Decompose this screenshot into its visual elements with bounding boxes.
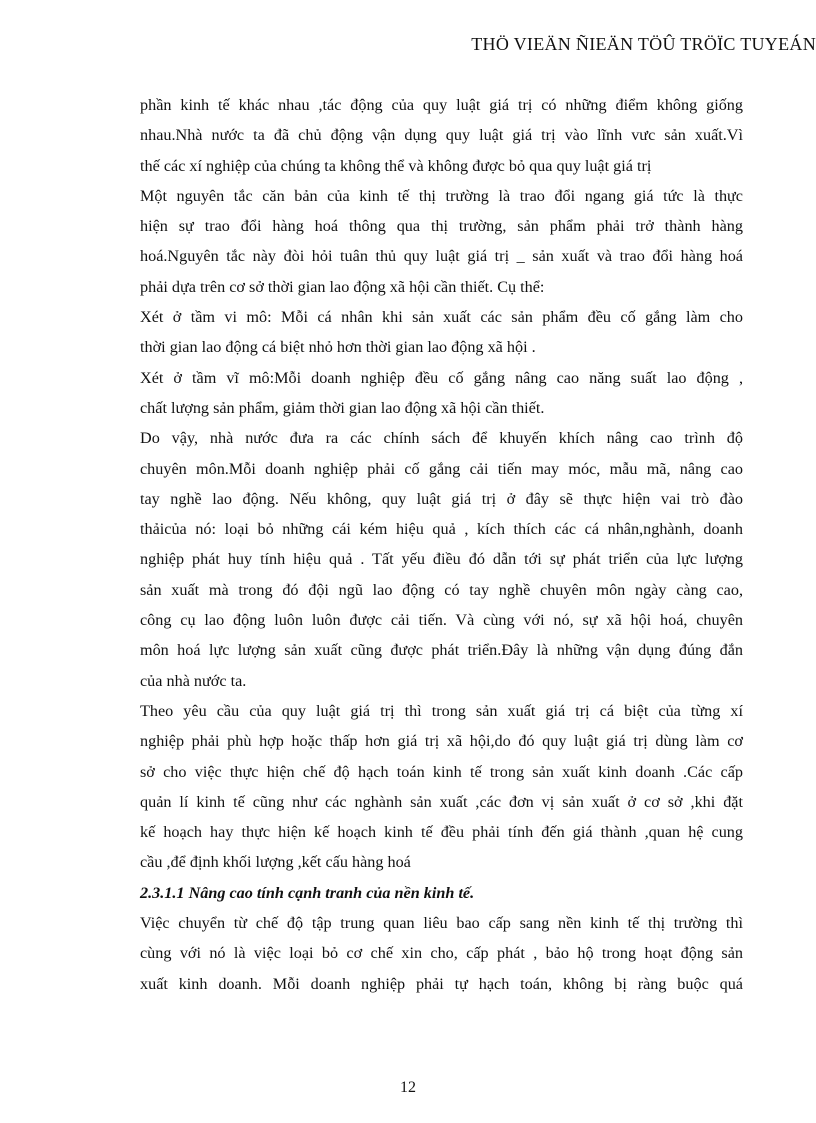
text-line: Do vậy, nhà nước đưa ra các chính sách để khuyến khích nâng cao trình độ [140, 429, 743, 448]
running-header: THÖ VIEÄN ÑIEÄN TÖÛ TRÖÏC TUYEÁN [471, 34, 816, 54]
section-heading: 2.3.1.1 Nâng cao tính cạnh tranh của nền kinh tế. [140, 883, 475, 902]
text-line: Việc chuyển từ chế độ tập trung quan liêu bao cấp sang nền kinh tế thị trường thì [140, 914, 743, 933]
text-line: nghiệp phải phù hợp hoặc thấp hơn giá trị xã hội,do đó quy luật giá trị dùng làm cơ [140, 732, 743, 751]
text-line: quản lí kinh tế cũng như các nghành sản xuất ,các đơn vị sản xuất ở cơ sở ,khi đặt [140, 792, 743, 811]
text-line: thế các xí nghiệp của chúng ta không thể và không được bỏ qua quy luật giá trị [140, 156, 652, 175]
text-line: công cụ lao động luôn luôn được cải tiến. Và cùng với nó, sự xã hội hoá, chuyên [140, 611, 743, 630]
text-line: xuất kinh doanh. Mỗi doanh nghiệp phải tự hạch toán, không bị ràng buộc quá [140, 974, 743, 993]
text-line: nghiệp phát huy tính hiệu quả . Tất yếu điều đó dẫn tới sự phát triển của lực lượng [140, 550, 743, 569]
page-number: 12 [400, 1079, 416, 1096]
text-line: cùng với nó là việc loại bỏ cơ chế xin cho, cấp phát , bảo hộ trong hoạt động sản [140, 944, 743, 963]
text-line: môn hoá lực lượng sản xuất cũng được phát triển.Đây là những vận dụng đúng đắn [140, 641, 743, 660]
paragraph-3 [140, 302, 743, 363]
text-line: của nhà nước ta. [140, 671, 247, 690]
paragraph-1 [140, 90, 743, 181]
text-line: hoá.Nguyên tắc này đòi hỏi tuân thủ quy luật giá trị _ sản xuất và trao đổi hàng hoá [140, 247, 743, 266]
paragraph-6 [140, 696, 743, 878]
paragraph-4 [140, 363, 743, 424]
text-line: chuyên môn.Mỗi doanh nghiệp phải cố gắng cải tiến may móc, mẫu mã, nâng cao [140, 459, 743, 478]
text-line: phải dựa trên cơ sở thời gian lao động xã hội cần thiết. Cụ thể: [140, 277, 545, 296]
paragraph-7 [140, 908, 743, 999]
text-line: thảicủa nó: loại bỏ những cái kém hiệu quả , kích thích các cá nhân,nghành, doanh [140, 520, 743, 539]
text-line: phần kinh tế khác nhau ,tác động của quy luật giá trị có những điểm không giống [140, 96, 743, 114]
text-line: Xét ở tầm vĩ mô:Mỗi doanh nghiệp đều cố gắng nâng cao năng suất lao động , [140, 368, 743, 387]
text-line: nhau.Nhà nước ta đã chủ động vận dụng quy luật giá trị vào lĩnh vưc sản xuất.Vì [140, 126, 743, 145]
text-line: hiện sự trao đổi hàng hoá thông qua thị trường, sản phẩm phải trở thành hàng [140, 217, 743, 236]
document-body [140, 90, 743, 999]
text-line: tay nghề lao động. Nếu không, quy luật giá trị ở đây sẽ thực hiện vai trò đào [140, 489, 743, 508]
text-line: thời gian lao động cá biệt nhỏ hơn thời gian lao động xã hội . [140, 338, 536, 357]
text-line: Theo yêu cầu của quy luật giá trị thì trong sản xuất giá trị cá biệt của từng xí [140, 701, 743, 720]
paragraph-2 [140, 181, 743, 302]
text-line: sản xuất mà trong đó đội ngũ lao động có tay nghề chuyên môn ngày càng cao, [140, 580, 743, 599]
text-line: Xét ở tầm vi mô: Mỗi cá nhân khi sản xuất các sản phẩm đều cố gắng làm cho [140, 308, 743, 327]
paragraph-5 [140, 423, 743, 696]
text-line: cầu ,để định khối lượng ,kết cấu hàng hoá [140, 853, 411, 872]
text-line: sở cho việc thực hiện chế độ hạch toán kinh tế trong sản xuất kinh doanh .Các cấp [140, 762, 743, 781]
text-line: chất lượng sản phẩm, giảm thời gian lao động xã hội cần thiết. [140, 398, 545, 417]
text-line: Một nguyên tắc căn bản của kinh tế thị trường là trao đổi ngang giá tức là thực [140, 186, 743, 205]
text-line: kế hoạch hay thực hiện kế hoạch kinh tế đều phải tính đến giá thành ,quan hệ cung [140, 823, 743, 842]
